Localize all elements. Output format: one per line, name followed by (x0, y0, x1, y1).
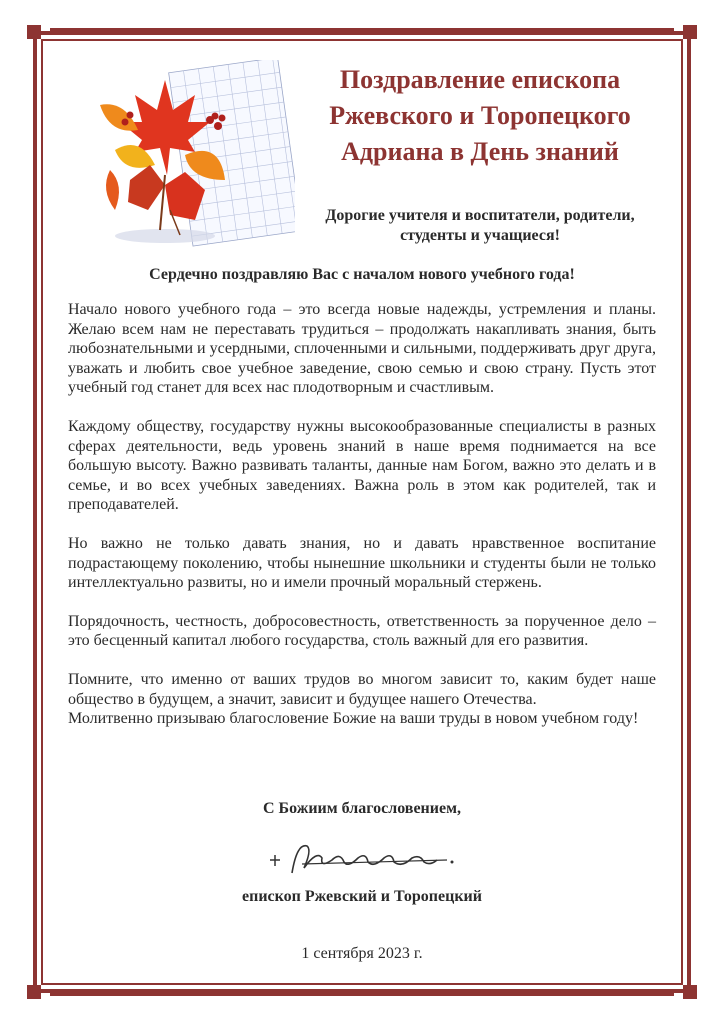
title-line: Поздравление епископа (339, 65, 621, 94)
paragraph: Помните, что именно от ваших трудов во многом зависит то, каким будет наше общество в будущем, а значит, зависит и будущее нашего Отечества. (68, 670, 656, 708)
frame-bar-bottom (50, 993, 674, 996)
date: 1 сентября 2023 г. (301, 945, 423, 962)
frame-corner (683, 25, 697, 39)
subtitle: Сердечно поздравляю Вас с началом нового учебного года! (149, 266, 575, 283)
page-title (300, 62, 660, 170)
greeting (300, 206, 660, 246)
frame-corner (683, 985, 697, 999)
paragraph: Порядочность, честность, добросовестность, ответственность за порученное дело – это бесценный капитал любого государства, столь важный для его развития. (68, 612, 656, 650)
title-line: Ржевского и Торопецкого (329, 101, 631, 130)
paragraph: Начало нового учебного года – это всегда новые надежды, устремления и планы. Желаю всем нам не переставать трудиться – продолжать накапливать знания, быть любознательными и усердными, сплоченными и сильными, поддерживать друг друга, уважать и любить свое учебное заведение, свою семью и свою страну. Пусть этот учебный год станет для всех нас плодотворным и счастливым. (68, 301, 656, 397)
blessing: С Божиим благословением, (263, 800, 461, 817)
handwritten-signature (262, 838, 462, 882)
title-line: Адриана в День знаний (341, 137, 619, 166)
paragraph: Но важно не только давать знания, но и давать нравственное воспитание подрастающему поколению, чтобы нынешние школьники и студенты были не только интеллектуально развиты, но и имели прочный моральный стержень. (68, 534, 656, 592)
greeting-line: студенты и учащиеся! (400, 227, 560, 244)
signer: епископ Ржевский и Торопецкий (242, 888, 482, 905)
greeting-line: Дорогие учителя и воспитатели, родители, (325, 207, 635, 224)
frame-corner (27, 25, 41, 39)
paragraph: Молитвенно призываю благословение Божие на ваши труды в новом учебном году! (68, 710, 639, 728)
autumn-leaves-illustration (70, 60, 295, 250)
letter-body (68, 300, 656, 748)
frame-corner (27, 985, 41, 999)
paragraph: Каждому обществу, государству нужны высокообразованные специалисты в разных сферах деятельности, ведь уровень знаний в наше время поднимается на все большую высоту. Важно развивать таланты, данные нам Богом, важно это делать и в семье, и во всех учебных заведениях. Важна роль в этом как родителей, так и преподавателей. (68, 417, 656, 514)
